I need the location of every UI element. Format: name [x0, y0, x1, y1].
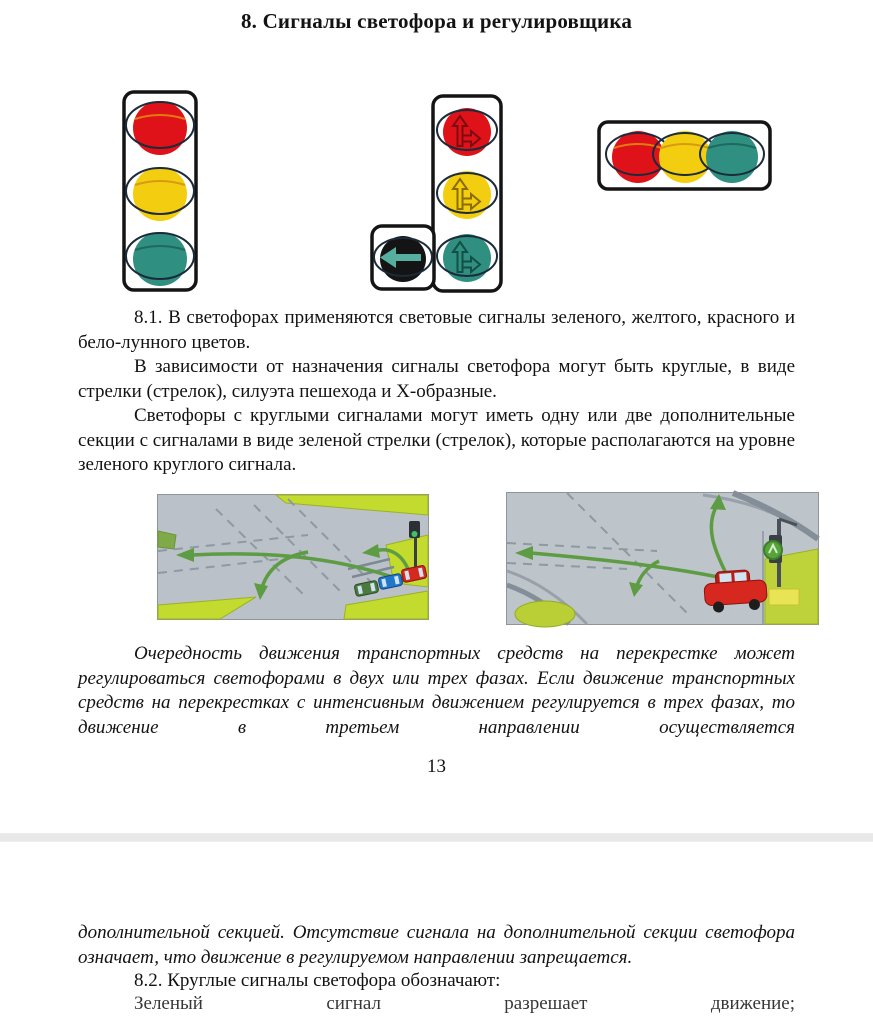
page-title: 8. Сигналы светофора и регулировщика	[240, 9, 633, 33]
paragraph-additional-sections: Светофоры с круглыми сигналами могут иметь одну или две дополнительные секции с сигналами в виде зеленой стрелки (стрелок), которые располагаются на уровне зеленого круглого сигнала.	[78, 405, 795, 475]
additional-section	[372, 226, 434, 289]
intersection-illustration-left	[157, 494, 429, 620]
italic-paragraph-continuation	[78, 921, 795, 970]
italic-paragraph-continuation-text: дополнительной секцией. Отсутствие сигнала на дополнительной секции светофора означает, что движение в регулируемом направлении запрещается.	[78, 922, 795, 968]
traffic-light-arrows	[370, 94, 503, 293]
intersection-illustration-right	[506, 492, 819, 625]
section-8-1-text	[78, 306, 795, 478]
heading-8-2	[78, 969, 795, 994]
partial-text-line-text: Зеленый сигнал разрешает движение;	[134, 993, 795, 1014]
grass-patch	[515, 601, 575, 627]
paragraph-8-1: 8.1. В светофорах применяются световые сигналы зеленого, желтого, красного и бело-лунного цветов.	[78, 307, 795, 353]
paragraph-signal-shapes: В зависимости от назначения сигналы светофора могут быть круглые, в виде стрелки (стрелок), силуэта пешехода и Х-образные.	[78, 356, 795, 402]
heading-8-2-text: 8.2. Круглые сигналы светофора обозначают:	[134, 970, 501, 991]
partial-text-line	[78, 992, 795, 1014]
traffic-light-horizontal	[596, 119, 773, 192]
page-number: 13	[427, 756, 446, 777]
traffic-light-vertical	[121, 89, 199, 293]
italic-paragraph-phases	[78, 642, 795, 740]
italic-paragraph-phases-text: Очередность движения транспортных средств на перекрестке может регулироваться светофорами в двух или трех фазах. Если движение транспортных средств на перекрестках с интенсивным движением регулируется в трех фазах, то движение в третьем направлении осуществляется	[78, 643, 795, 738]
page-separator	[0, 833, 873, 842]
